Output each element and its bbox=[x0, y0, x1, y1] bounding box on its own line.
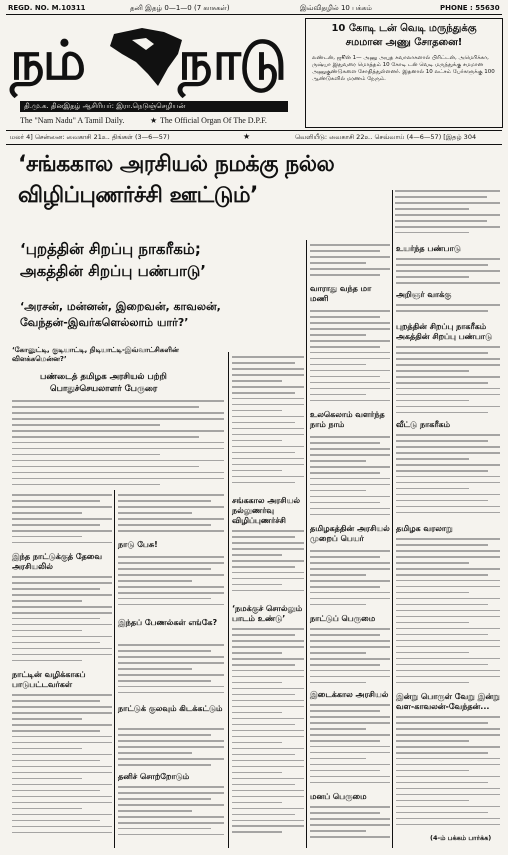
col4-text-c bbox=[310, 436, 390, 520]
col5-text-c bbox=[396, 346, 500, 416]
sub-headline-1-line-1: ‘புறத்தின் சிறப்பு நாகரீகம்; bbox=[20, 240, 201, 258]
col5-text-d bbox=[396, 434, 500, 520]
date-left: மலர் 4] சென்னை: வைகாசி 21உ. திங்கள் (3—6—57) bbox=[10, 133, 170, 141]
left-heading-4: இந்தப் பேணல்கள் எங்கே? bbox=[118, 618, 218, 627]
left-heading-2: நாட்டின் வழிக்காகப் பாடுபட்டவர்கள் bbox=[12, 670, 86, 689]
intro-text bbox=[12, 400, 224, 490]
mid-heading-3: சங்ககால அரசியல் நல்லுணர்வு விழிப்புணர்ச்சி bbox=[232, 496, 301, 525]
col1-text-a bbox=[12, 494, 112, 546]
mid-heading-8: மனப் பெருமை bbox=[310, 792, 367, 801]
main-headline-line-2: விழிப்புணர்ச்சி ஊட்டும்’ bbox=[18, 183, 258, 208]
tagline-tamil: தி.மு.க. தினஇதழ் ஆசிரியர்: இரா.நெடுஞ்செழியன் bbox=[24, 102, 186, 110]
price: தனி இதழ் 0—1—0 (7 காசுகள்) bbox=[130, 4, 230, 12]
pages-note: இவ்விதழில் 10 பக்கம் bbox=[300, 4, 372, 12]
news-box-body: லண்டன், ஜூன் 1— அணு அயுத சுவாலாகளால் பிரிட்டன், அமெரிக்கா, ருஷ்யா இதுவரை மொத்தம் 10 கோடி டன் வெடி மருந்துக்கு சமமான அணுகுண்டுகளை சோதித்துள்ளனர். இதனால் 10 லட்சம் பேர்களுக்கு 100 ஆண்டுகளில் மரணம் நேரும். bbox=[312, 55, 495, 82]
left-heading-5: நாட்டுக் குலவும் கிடக்கட்டும் bbox=[118, 704, 223, 713]
right-heading-3: புறத்தின் சிறப்பு நாகரீகம் அகத்தின் சிறப்பு பண்பாடு bbox=[396, 322, 493, 341]
left-heading-6: தனிச் சொற்றோடும் bbox=[118, 772, 190, 781]
right-heading-1: உயர்ந்த பண்பாடு bbox=[396, 244, 461, 253]
reg-number: REGD. NO. M.10311 bbox=[8, 4, 86, 12]
col4-text-a bbox=[310, 244, 390, 280]
col2-text-d bbox=[118, 728, 224, 768]
col1-text-c bbox=[12, 694, 112, 844]
news-box-headline-2: சமமான அணு சோதனை! bbox=[345, 37, 463, 48]
col5-text-e bbox=[396, 538, 500, 688]
tagline-english-1: The "Nam Nadu" A Tamil Daily. bbox=[20, 116, 125, 125]
col2-text-b bbox=[118, 556, 224, 614]
right-heading-4: வீட்டு நாகரீகம் bbox=[396, 420, 451, 429]
byline-1: பண்டைத் தமிழக அரசியல் பற்றி bbox=[40, 372, 167, 382]
col5-text-b bbox=[396, 304, 500, 318]
col2-text-a bbox=[118, 494, 224, 536]
col3-text-b bbox=[232, 530, 304, 600]
masthead-logo bbox=[10, 24, 286, 99]
star-icon: ★ bbox=[150, 116, 158, 125]
col3-text-a bbox=[232, 356, 304, 492]
mid-heading-5: தமிழகத்தின் அரசியல் முறைப் பெயர் bbox=[310, 524, 390, 543]
right-col-text bbox=[395, 190, 500, 238]
mid-heading-2: உலகெலாம் வளர்ந்த நாம் நாம் bbox=[310, 410, 385, 429]
col4-text-d bbox=[310, 550, 390, 610]
news-box bbox=[305, 18, 503, 128]
col2-text-e bbox=[118, 786, 224, 844]
continued-note: (4-ம் பக்கம் பார்க்க) bbox=[430, 834, 492, 842]
left-heading-1: இந்த நாட்டுக்குத் தேவை அரசியலில் bbox=[12, 552, 103, 571]
mid-heading-6: நாட்டுப் பெருமை bbox=[310, 614, 376, 623]
col3-text-c bbox=[232, 628, 304, 844]
col5-text-a bbox=[396, 258, 500, 286]
phone: PHONE : 55630 bbox=[440, 4, 500, 12]
col4-text-e bbox=[310, 628, 390, 686]
right-heading-5: தமிழக வரலாறு bbox=[396, 524, 453, 533]
date-right: வெளியீடு: வைகாசி 22உ. செவ்வாய் (4—6—57) [இதழ் 304 bbox=[295, 133, 477, 141]
star-icon: ★ bbox=[243, 132, 251, 141]
left-heading-3: நாடு பேசு! bbox=[118, 540, 158, 549]
mid-heading-4: ‘நமக்குச் சொல்லும் பாடம் உண்டு’ bbox=[232, 604, 303, 623]
sub-headline-2-line-1: ‘அரசன், மன்னன், இறைவன், காவலன், bbox=[20, 300, 221, 313]
logo-word-right: நாடு bbox=[178, 28, 286, 92]
mid-heading-1: வாராது வந்த மா மணி bbox=[310, 284, 372, 303]
tagline-bar bbox=[20, 101, 288, 112]
news-box-headline-1: 10 கோடி டன் வெடி மருந்துக்கு bbox=[331, 23, 477, 34]
col5-text-f bbox=[396, 716, 500, 832]
col4-text-g bbox=[310, 806, 390, 844]
right-heading-2: அறிஞர் வாக்கு bbox=[396, 290, 452, 299]
right-heading-6: இன்று பொருள் வேறு இன்று வள-காவலன்-வேந்தன்... bbox=[396, 692, 500, 711]
main-headline-line-1: ‘சங்ககால அரசியல் நமக்கு நல்ல bbox=[18, 152, 335, 177]
logo-word-left: நம் bbox=[10, 28, 85, 92]
sub-headline-3: ‘கோனுட்டி, குடியாட்டி, நிடியாட்டி-இவ்வாட்சிகளின் விளக்கமென்ன?’ bbox=[12, 346, 179, 363]
col4-text-f bbox=[310, 704, 390, 788]
sub-headline-2-line-2: வேந்தன்-இவர்களெல்லாம் யார்?’ bbox=[20, 316, 189, 329]
col4-text-b bbox=[310, 310, 390, 406]
tagline-english-2: The Official Organ Of The D.P.F. bbox=[160, 116, 267, 125]
col2-text-c bbox=[118, 644, 224, 700]
byline-2: பொதுச்செயலாளர் பேருரை bbox=[50, 384, 158, 394]
mid-heading-7: இடைக்கால அரசியல் bbox=[310, 690, 389, 699]
sub-headline-1-line-2: அகத்தின் சிறப்பு பண்பாடு’ bbox=[20, 262, 206, 280]
col1-text-b bbox=[12, 576, 112, 666]
